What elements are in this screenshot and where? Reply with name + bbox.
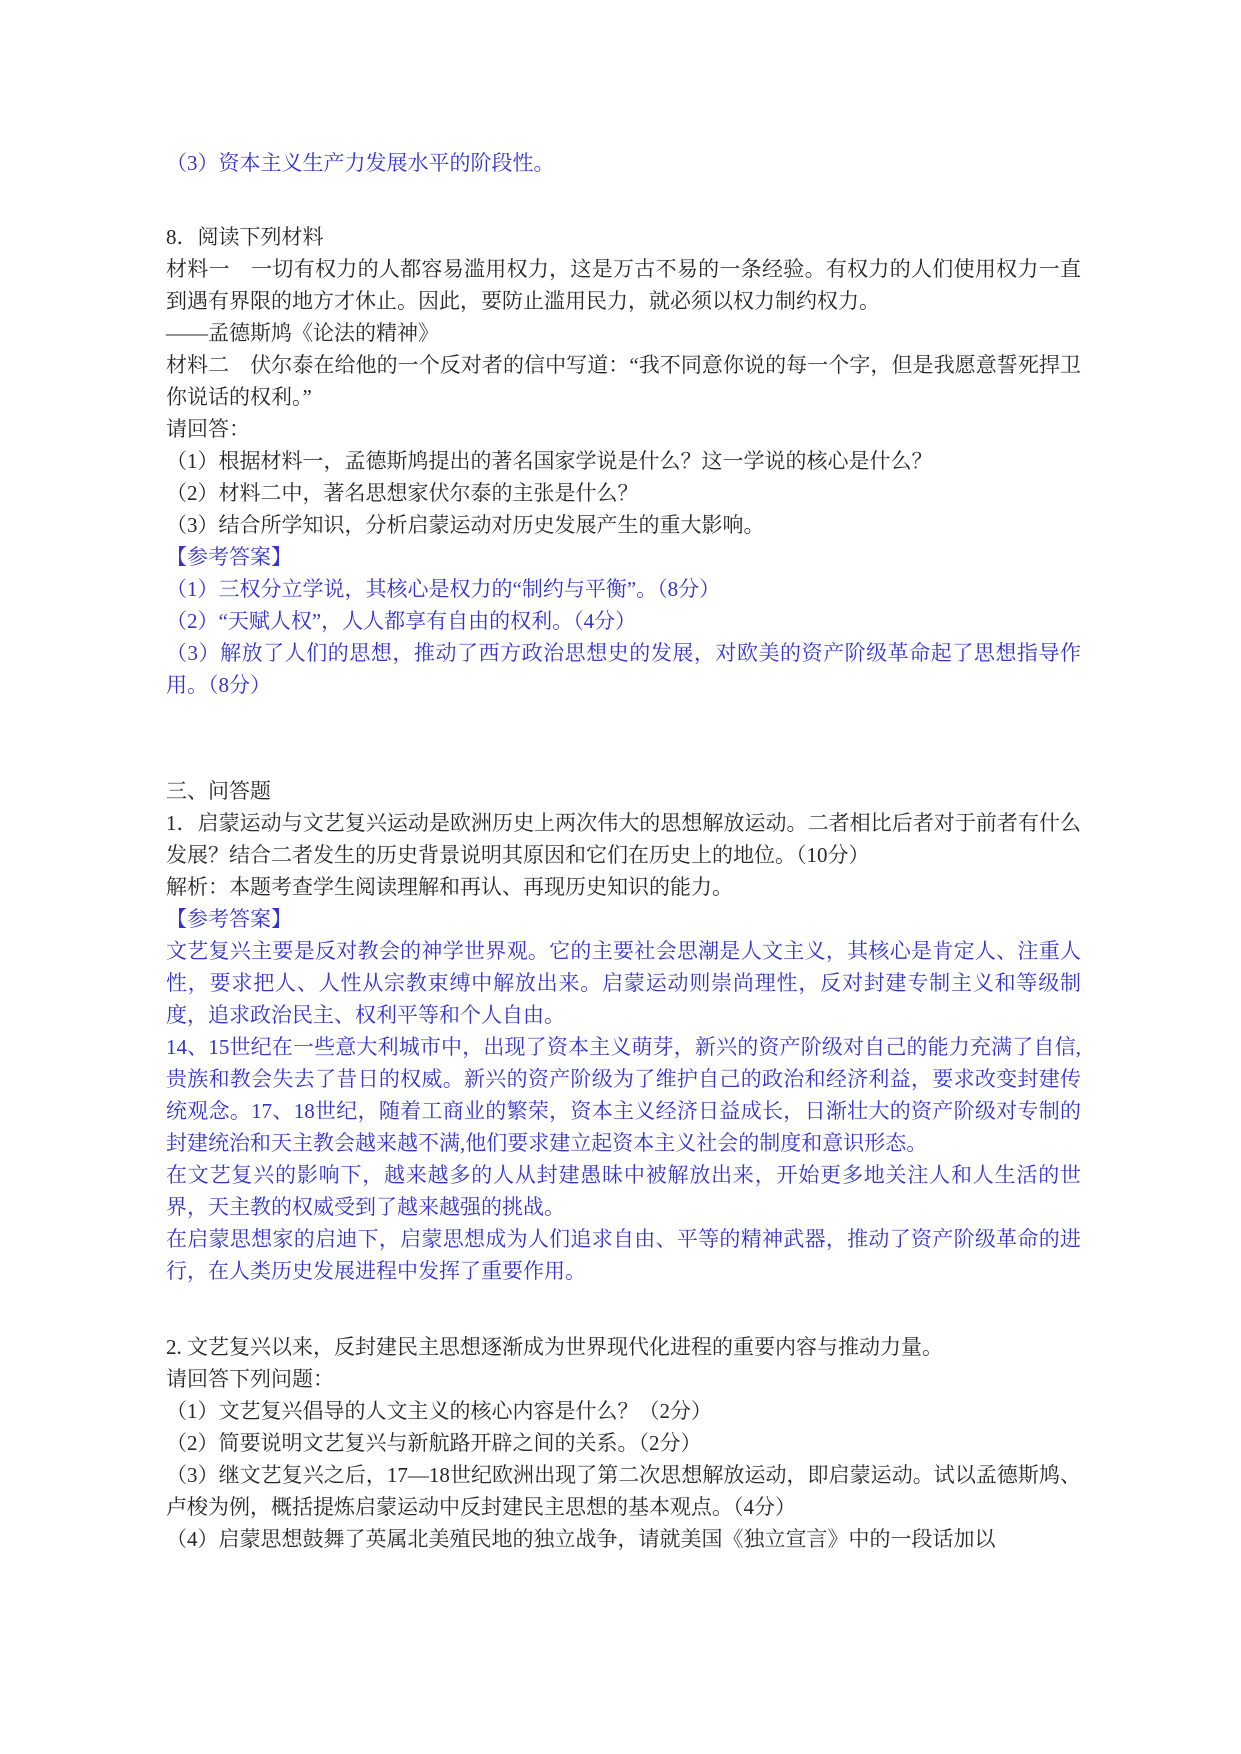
spacer — [166, 1287, 1081, 1331]
answer-paragraph-capitalism: 14、15世纪在一些意大利城市中，出现了资本主义萌芽，新兴的资产阶级对自己的能力充满了自信,贵族和教会失去了昔日的权威。新兴的资产阶级为了维护自己的政治和经济利益，要求改变封建传统观念。17、18世纪，随着工商业的繁荣，资本主义经济日益成长，日渐壮大的资产阶级对专制的封建统治和天主教会越来越不满,他们要求建立起资本主义社会的制度和意识形态。 — [166, 1035, 1081, 1155]
sub-question-3: （3）结合所学知识，分析启蒙运动对历史发展产生的重大影响。 — [166, 513, 765, 537]
answer-paragraph-enlightenment: 在启蒙思想家的启迪下，启蒙思想成为人们追求自由、平等的精神武器，推动了资产阶级革命的进行，在人类历史发展进程中发挥了重要作用。 — [166, 1227, 1081, 1283]
sub-question-3: （3）继文艺复兴之后，17—18世纪欧洲出现了第二次思想解放运动，即启蒙运动。试以孟德斯鸠、卢梭为例，概括提炼启蒙运动中反封建民主思想的基本观点。（4分） — [166, 1463, 1081, 1519]
material-1-source: ——孟德斯鸠《论法的精神》 — [166, 321, 439, 345]
reference-answer-header: 【参考答案】 — [166, 545, 292, 569]
question-prompt: 请回答下列问题： — [166, 1367, 334, 1391]
section-3-heading: 三、问答题 — [166, 779, 271, 803]
sub-question-4: （4）启蒙思想鼓舞了英属北美殖民地的独立战争，请就美国《独立宣言》中的一段话加以 — [166, 1527, 996, 1551]
answer-point: （3）资本主义生产力发展水平的阶段性。 — [166, 151, 555, 175]
answer-prompt: 请回答： — [166, 417, 250, 441]
sub-question-2: （2）材料二中，著名思想家伏尔泰的主张是什么？ — [166, 481, 639, 505]
question-1-text: 1．启蒙运动与文艺复兴运动是欧洲历史上两次伟大的思想解放运动。二者相比后者对于前者有什么发展？结合二者发生的历史背景说明其原因和它们在历史上的地位。（10分） — [166, 811, 1081, 867]
spacer — [166, 701, 1081, 775]
answer-point-1: （1）三权分立学说，其核心是权力的“制约与平衡”。（8分） — [166, 577, 721, 601]
question-2-text: 2. 文艺复兴以来，反封建民主思想逐渐成为世界现代化进程的重要内容与推动力量。 — [166, 1335, 943, 1359]
material-2-text: 材料二 伏尔泰在给他的一个反对者的信中写道：“我不同意你说的每一个字，但是我愿意誓死捍卫你说话的权利。” — [166, 353, 1081, 409]
reference-answer-header: 【参考答案】 — [166, 907, 292, 931]
answer-paragraph-influence: 在文艺复兴的影响下，越来越多的人从封建愚昧中被解放出来，开始更多地关注人和人生活的世界，天主教的权威受到了越来越强的挑战。 — [166, 1163, 1081, 1219]
answer-paragraph-renaissance: 文艺复兴主要是反对教会的神学世界观。它的主要社会思潮是人文主义，其核心是肯定人、注重人性，要求把人、人性从宗教束缚中解放出来。启蒙运动则崇尚理性，反对封建专制主义和等级制度，追求政治民主、权利平等和个人自由。 — [166, 939, 1081, 1027]
spacer — [166, 179, 1081, 221]
answer-point-3: （3）解放了人们的思想，推动了西方政治思想史的发展，对欧美的资产阶级革命起了思想指导作用。（8分） — [166, 641, 1081, 697]
question-8-header: 8．阅读下列材料 — [166, 225, 324, 249]
sub-question-1: （1）根据材料一，孟德斯鸠提出的著名国家学说是什么？这一学说的核心是什么？ — [166, 449, 933, 473]
material-1-text: 材料一 一切有权力的人都容易滥用权力，这是万古不易的一条经验。有权力的人们使用权力一直到遇有界限的地方才休止。因此，要防止滥用民力，就必须以权力制约权力。 — [166, 257, 1081, 313]
answer-point-2: （2）“天赋人权”，人人都享有自由的权利。（4分） — [166, 609, 637, 633]
sub-question-2: （2）简要说明文艺复兴与新航路开辟之间的关系。（2分） — [166, 1431, 702, 1455]
analysis-note: 解析：本题考查学生阅读理解和再认、再现历史知识的能力。 — [166, 875, 733, 899]
sub-question-1: （1）文艺复兴倡导的人文主义的核心内容是什么？（2分） — [166, 1399, 712, 1423]
